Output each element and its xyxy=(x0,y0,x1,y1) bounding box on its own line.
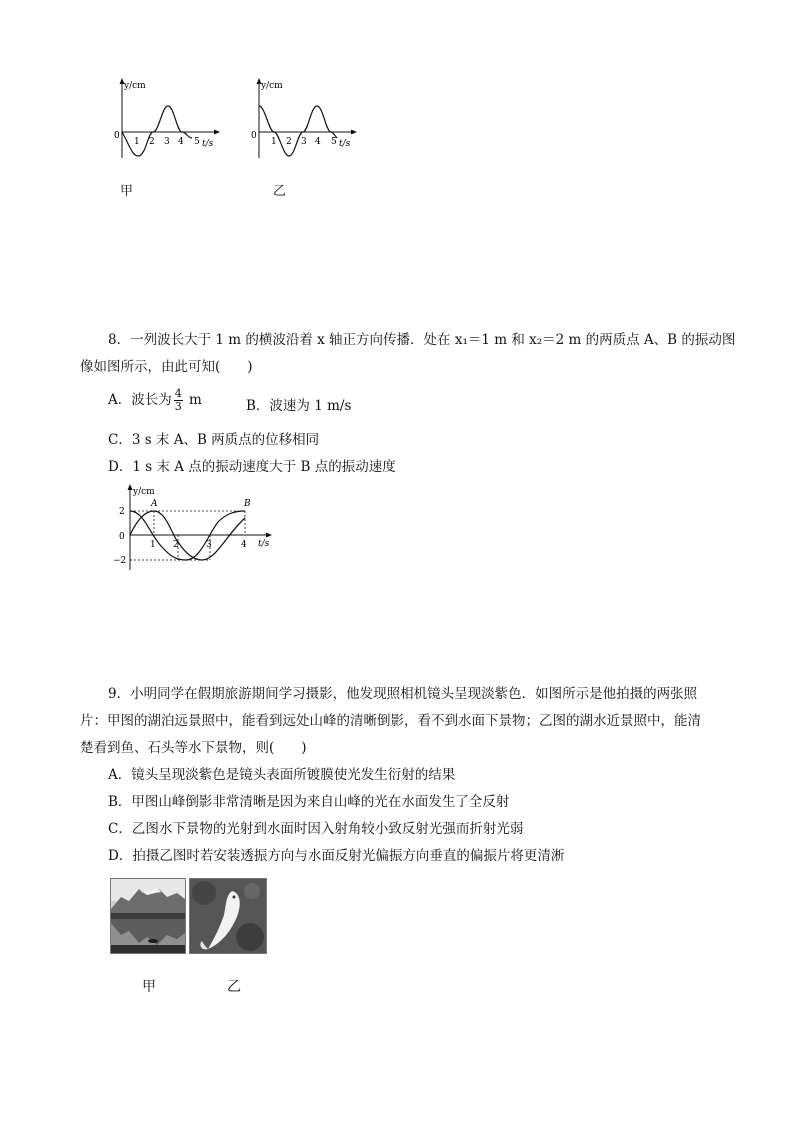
yi-origin: 0 xyxy=(251,131,257,141)
jia-tick-2: 2 xyxy=(149,137,155,147)
q8-tick-3: 3 xyxy=(206,540,212,550)
q9-caption-jia: 甲 xyxy=(142,979,156,995)
yi-tick-1: 1 xyxy=(271,137,277,147)
q8-ylabel: y/cm xyxy=(133,487,155,497)
q8-option-d: D．1 s 末 A 点的振动速度大于 B 点的振动速度 xyxy=(108,459,396,475)
q9-option-b: B．甲图山峰倒影非常清晰是因为来自山峰的光在水面发生了全反射 xyxy=(108,794,510,810)
q9-option-c: C．乙图水下景物的光射到水面时因入射角较小致反射光强而折射光弱 xyxy=(108,821,524,837)
jia-tick-4: 4 xyxy=(178,137,184,147)
yi-xlabel: t/s xyxy=(339,139,351,149)
koi-fish-photo xyxy=(189,878,267,954)
jia-tick-3: 3 xyxy=(164,137,170,147)
q8-option-c: C．3 s 末 A、B 两质点的位移相同 xyxy=(108,432,320,448)
jia-ylabel: y/cm xyxy=(124,81,146,91)
q8-y-neg: −2 xyxy=(113,556,127,566)
lake-mountain-photo xyxy=(110,878,186,954)
jia-wave xyxy=(122,106,192,156)
yi-ylabel: y/cm xyxy=(261,81,283,91)
jia-xlabel: t/s xyxy=(202,139,214,149)
yi-wave xyxy=(259,106,337,156)
top-caption-jia: 甲 xyxy=(120,184,134,199)
q8-option-b: B．波速为 1 m/s xyxy=(246,398,352,414)
q8-xlabel: t/s xyxy=(258,539,270,549)
q8-label-b: B xyxy=(244,499,251,509)
yi-tick-3: 3 xyxy=(301,137,307,147)
top-graph-yi xyxy=(247,78,357,158)
q9-stem-line3: 楚看到鱼、石头等水下景物，则( ) xyxy=(80,740,307,756)
yi-tick-5: 5 xyxy=(331,137,337,147)
jia-tick-1: 1 xyxy=(134,137,140,147)
q9-stem-line2: 片：甲图的湖泊远景照中，能看到远处山峰的清晰倒影，看不到水面下景物；乙图的湖水近景照中，能清 xyxy=(80,713,701,729)
jia-ticks xyxy=(134,137,200,147)
q8-option-a-prefix: A．波长为 xyxy=(108,392,172,408)
q9-stem-line1: 9．小明同学在假期旅游期间学习摄影，他发现照相机镜头呈现淡紫色．如图所示是他拍摄的两张照 xyxy=(108,686,698,702)
q8-option-a-unit: m xyxy=(184,392,202,408)
q8-tick-1: 1 xyxy=(150,540,156,550)
q8-y-pos: 2 xyxy=(119,507,125,517)
q8-option-a-fraction xyxy=(174,388,183,413)
yi-tick-2: 2 xyxy=(286,137,292,147)
q8-option-a-numerator: 4 xyxy=(174,387,182,400)
q8-option-a-denominator: 3 xyxy=(174,400,182,413)
q9-caption-yi: 乙 xyxy=(227,979,241,995)
jia-tick-5: 5 xyxy=(194,137,200,147)
q8-option-a xyxy=(108,388,202,413)
q8-origin: 0 xyxy=(119,532,125,542)
q9-option-a: A．镜头呈现淡紫色是镜头表面所镀膜使光发生衍射的结果 xyxy=(108,767,456,783)
q8-stem-line1: 8．一列波长大于 1 m 的横波沿着 x 轴正方向传播．处在 x₁＝1 m 和 x₂＝2 m 的两质点 A、B 的振动图 xyxy=(108,332,736,348)
top-caption-yi: 乙 xyxy=(273,184,287,199)
q8-label-a: A xyxy=(151,499,158,509)
q8-tick-2: 2 xyxy=(173,540,179,550)
top-graph-jia xyxy=(110,78,220,158)
q8-tick-4: 4 xyxy=(241,540,247,550)
jia-origin: 0 xyxy=(114,131,120,141)
q9-option-d: D．拍摄乙图时若安装透振方向与水面反射光偏振方向垂直的偏振片将更清淅 xyxy=(108,848,565,864)
q8-stem-line2: 像如图所示，由此可知( ) xyxy=(80,359,253,375)
yi-tick-4: 4 xyxy=(315,137,321,147)
q8-vibration-graph xyxy=(110,482,280,572)
